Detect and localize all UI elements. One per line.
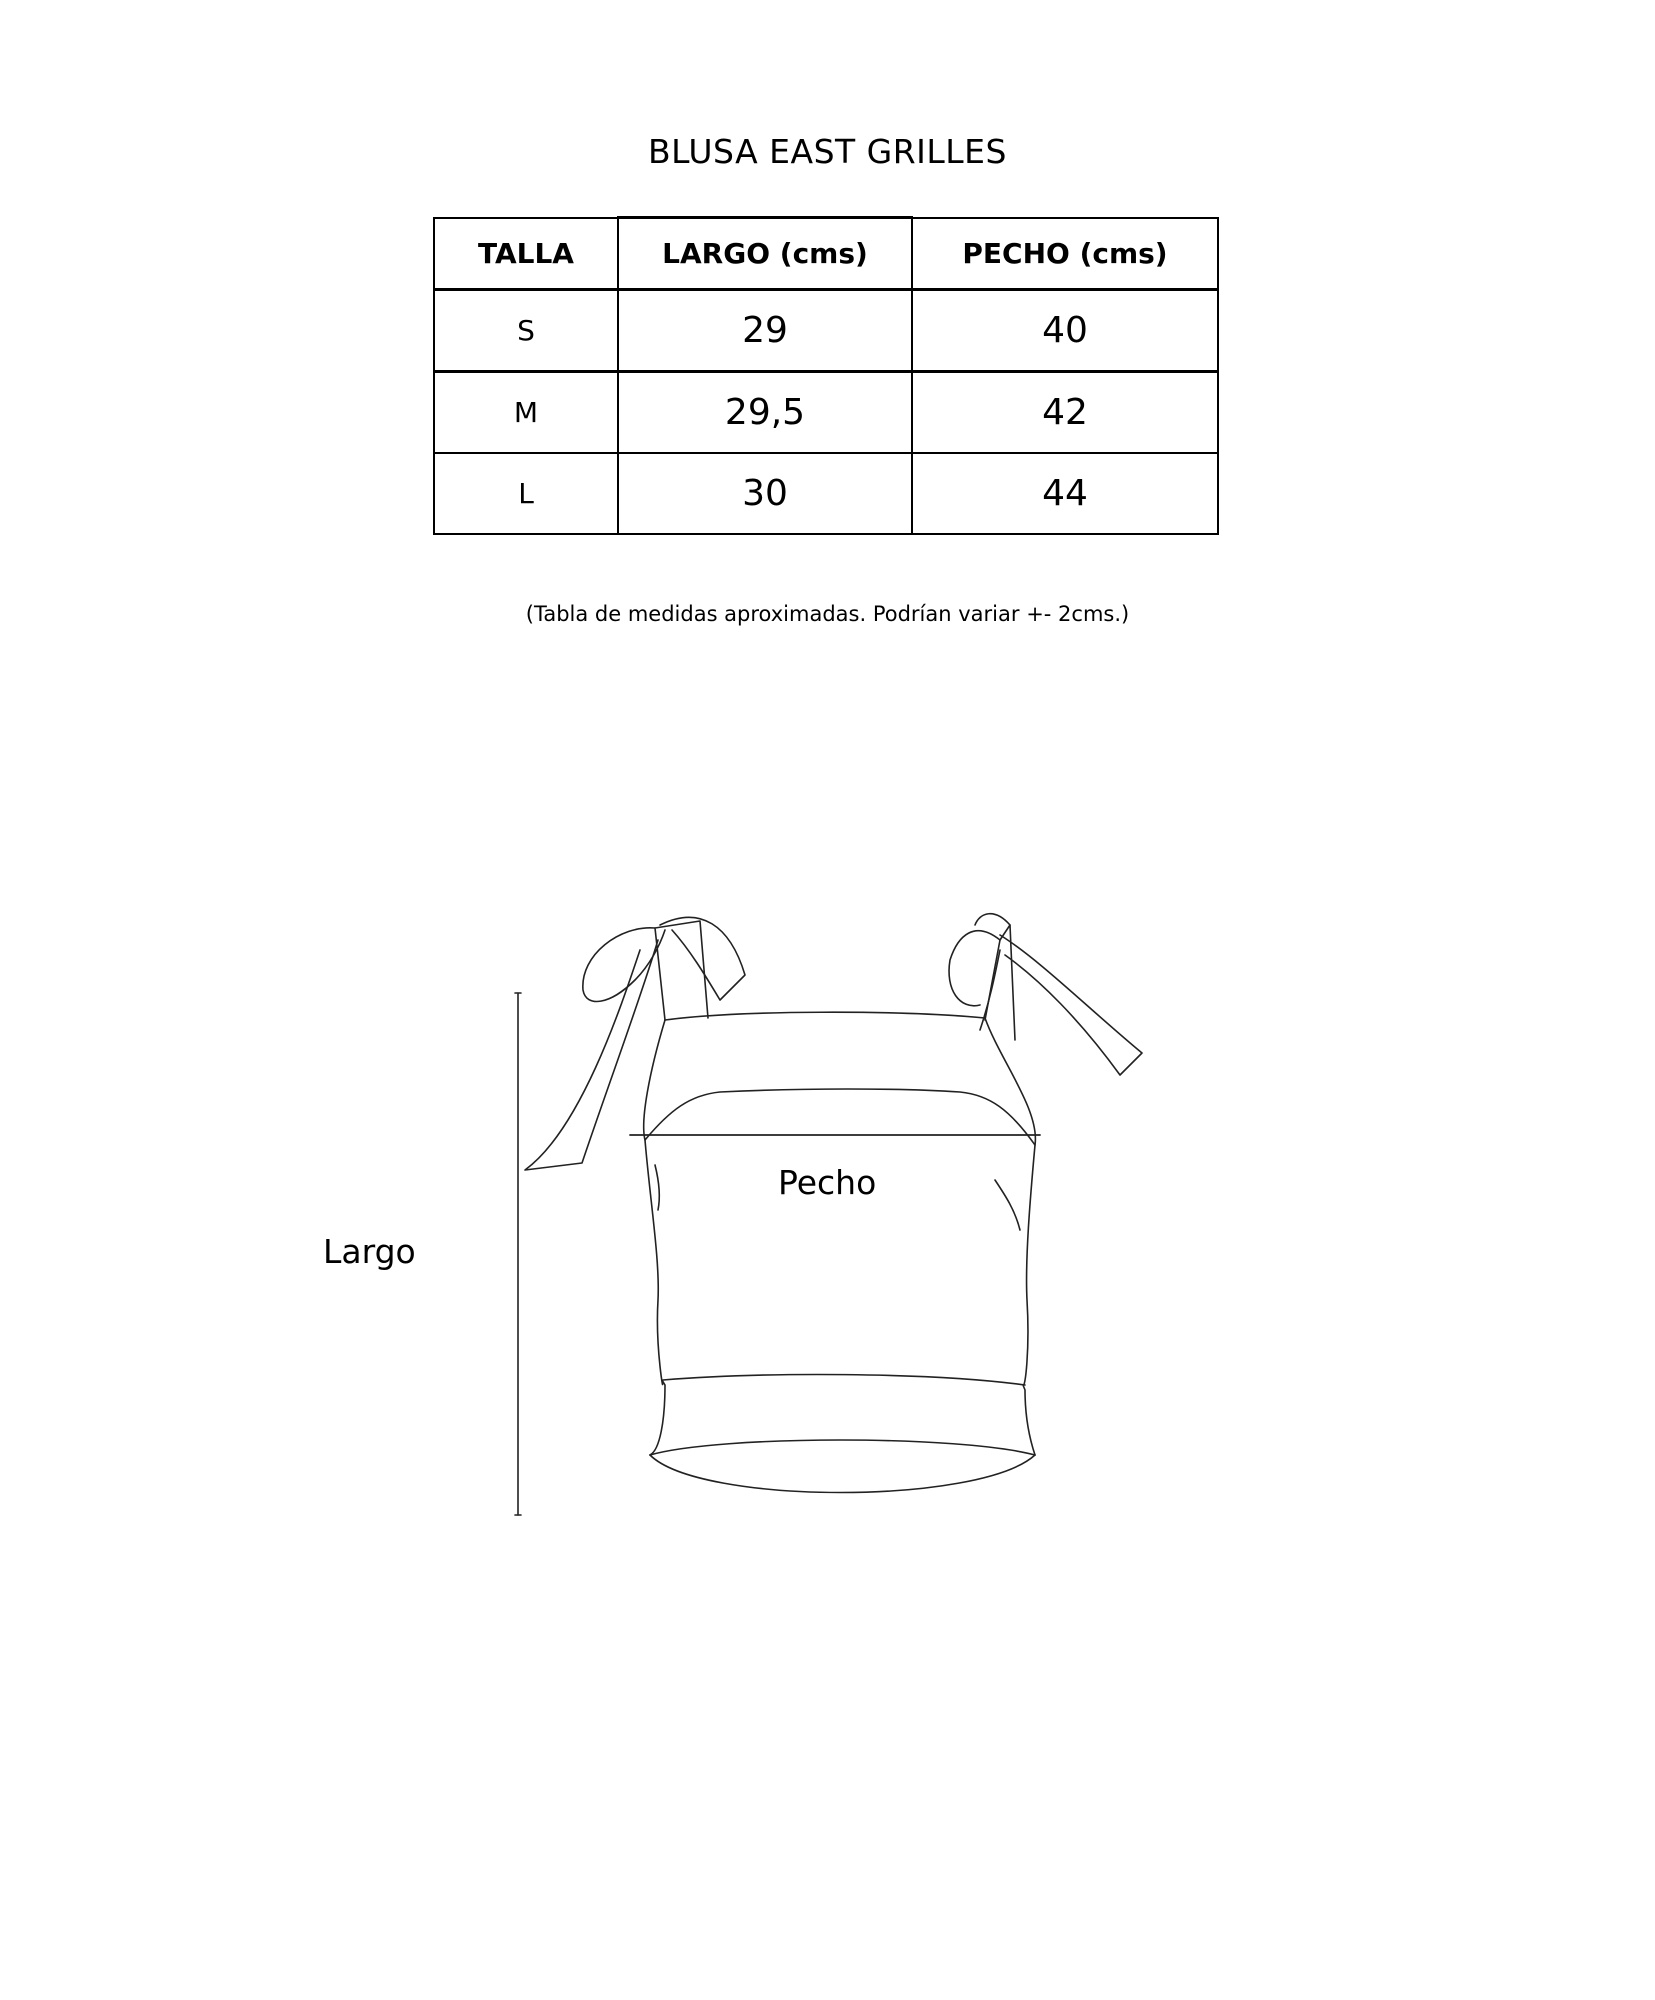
measurement-note: (Tabla de medidas aproximadas. Podrían variar +- 2cms.) <box>525 602 1130 626</box>
size-table <box>433 216 1219 535</box>
left-bow-icon <box>525 917 745 1170</box>
largo-label: Largo <box>323 1232 416 1271</box>
blouse-body-outline <box>644 1012 1036 1492</box>
cell-talla: L <box>434 453 618 534</box>
cell-talla: S <box>434 290 618 372</box>
right-bow-icon <box>949 914 1142 1075</box>
cell-pecho: 44 <box>912 453 1218 534</box>
header-largo: LARGO (cms) <box>618 218 912 290</box>
pecho-label: Pecho <box>778 1163 877 1202</box>
table-row <box>434 372 1218 454</box>
table-row <box>434 453 1218 534</box>
page-title: BLUSA EAST GRILLES <box>648 132 1007 171</box>
header-pecho: PECHO (cms) <box>912 218 1218 290</box>
largo-measure-line <box>515 993 521 1515</box>
cell-pecho: 40 <box>912 290 1218 372</box>
cell-pecho: 42 <box>912 372 1218 454</box>
cell-largo: 29 <box>618 290 912 372</box>
cell-talla: M <box>434 372 618 454</box>
header-talla: TALLA <box>434 218 618 290</box>
garment-diagram <box>0 880 1655 1580</box>
cell-largo: 30 <box>618 453 912 534</box>
cell-largo: 29,5 <box>618 372 912 454</box>
table-header-row <box>434 218 1218 290</box>
table-row <box>434 290 1218 372</box>
